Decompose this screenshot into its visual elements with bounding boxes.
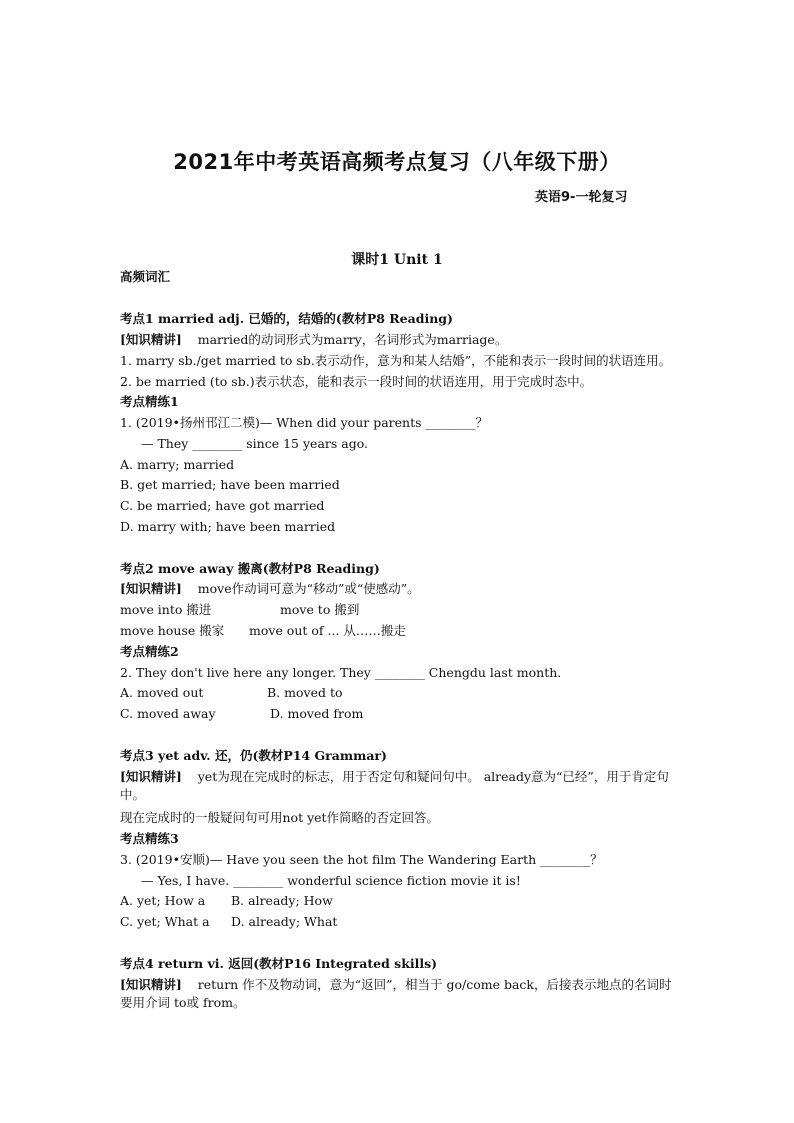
practice-heading: 考点精练3 [120, 831, 179, 846]
option: B. already; How [231, 893, 333, 908]
question-line: — They ________ since 15 years ago. [141, 436, 368, 451]
document-title: 2021年中考英语高频考点复习（八年级下册） [173, 150, 621, 174]
knowledge-text: return 作不及物动词，意为“返回”，相当于 go/come back，后接表示地点的名词时要用介词 to或 from。 [120, 977, 672, 1010]
option-line: D. marry with; have been married [120, 519, 336, 534]
note-line: 1. marry sb./get married to sb.表示动作，意为和某人结婚”，不能和表示一段时间的状语连用。 [120, 353, 672, 368]
option-line: A. marry; married [120, 457, 235, 472]
knowledge-line [120, 331, 507, 349]
option: A. yet; How a [120, 893, 206, 908]
knowledge-text: yet为现在完成时的标志，用于否定句和疑问句中。 already意为“已经”，用于肯定句中。 [120, 769, 669, 802]
option-row [120, 684, 343, 702]
knowledge-label: [知识精讲] [120, 977, 182, 992]
option: B. moved to [267, 685, 343, 700]
question-line: 1. (2019•扬州邗江二模)— When did your parents ________？ [120, 415, 488, 430]
option: C. moved away [120, 706, 216, 721]
phrase-row [120, 622, 406, 640]
option-row [120, 892, 333, 910]
knowledge-text: married的动词形式为marry，名词形式为marriage。 [197, 332, 508, 347]
question-line: 2. They don't live here any longer. They ________ Chengdu last month. [120, 665, 562, 680]
practice-heading: 考点精练2 [120, 644, 179, 659]
knowledge-label: [知识精讲] [120, 769, 182, 784]
knowledge-text: move作动词可意为“移动”或“使感动”。 [197, 581, 420, 596]
phrase: move into 搬进 [120, 602, 212, 617]
phrase: move out of ... 从……搬走 [249, 623, 406, 638]
point-heading: 考点3 yet adv. 还，仍(教材P14 Grammar) [120, 748, 387, 763]
option: D. already; What [231, 914, 338, 929]
option-row [120, 913, 337, 931]
note-line: 2. be married (to sb.)表示状态，能和表示一段时间的状语连用，用于完成时态中。 [120, 374, 593, 389]
option: D. moved from [270, 706, 364, 721]
option: C. yet; What a [120, 914, 210, 929]
point-heading: 考点4 return vi. 返回(教材P16 Integrated skills) [120, 956, 438, 971]
section-heading: 高频词汇 [120, 269, 171, 284]
knowledge-line [120, 580, 420, 598]
phrase-row [120, 601, 359, 619]
phrase: move house 搬家 [120, 623, 225, 638]
document-subtitle: 英语9-一轮复习 [535, 190, 628, 205]
question-line: — Yes, I have. ________ wonderful science fiction movie it is! [141, 873, 521, 888]
knowledge-label: [知识精讲] [120, 581, 182, 596]
option-line: B. get married; have been married [120, 477, 340, 492]
practice-heading: 考点精练1 [120, 394, 179, 409]
option-line: C. be married; have got married [120, 498, 325, 513]
note-line: 现在完成时的一般疑问句可用not yet作简略的否定回答。 [120, 810, 440, 825]
option-row [120, 705, 363, 723]
option: A. moved out [120, 685, 204, 700]
knowledge-label: [知识精讲] [120, 332, 182, 347]
point-heading: 考点2 move away 搬离(教材P8 Reading) [120, 561, 380, 576]
phrase: move to 搬到 [280, 602, 360, 617]
knowledge-line [120, 768, 676, 804]
lesson-heading: 课时1 Unit 1 [351, 252, 443, 268]
knowledge-line [120, 976, 676, 1012]
question-line: 3. (2019•安顺)— Have you seen the hot film The Wandering Earth ________？ [120, 852, 603, 867]
point-heading: 考点1 married adj. 已婚的，结婚的(教材P8 Reading) [120, 311, 453, 326]
